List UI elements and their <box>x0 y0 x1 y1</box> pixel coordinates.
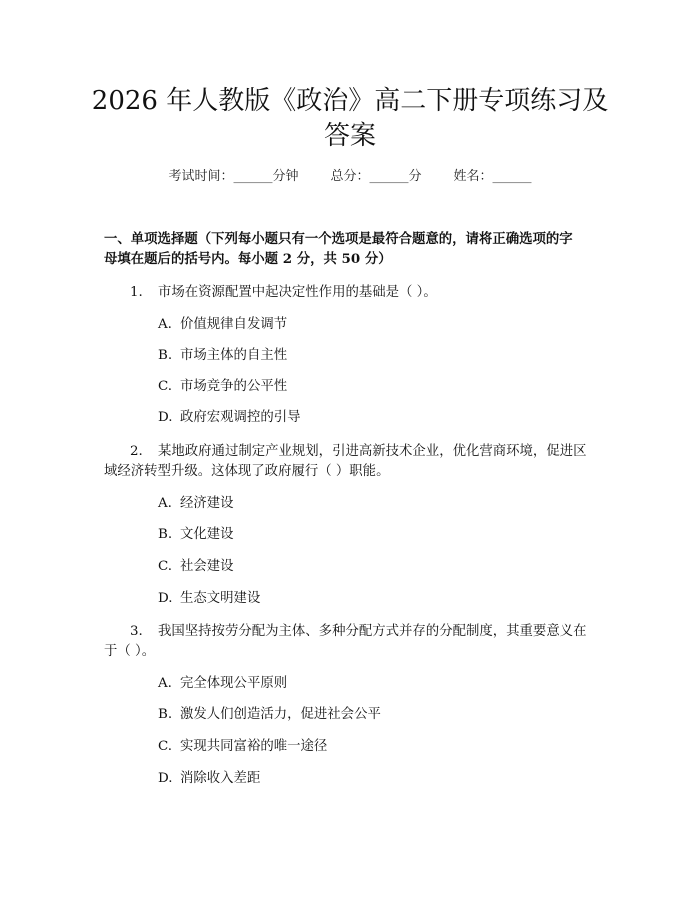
option-text: 生态文明建设 <box>180 591 261 606</box>
option-text: 市场竞争的公平性 <box>180 379 288 394</box>
exam-info-row <box>0 168 700 186</box>
option-item <box>158 377 287 397</box>
option-letter: B. <box>158 707 173 722</box>
option-item <box>158 769 260 789</box>
option-letter: C. <box>158 739 173 754</box>
option-text: 文化建设 <box>180 527 234 542</box>
option-text: 激发人们创造活力，促进社会公平 <box>180 707 381 722</box>
option-letter: D. <box>158 771 173 786</box>
question-text-line1: 某地政府通过制定产业规划，引进高新技术企业，优化营商环境，促进区 <box>158 444 587 459</box>
option-text: 市场主体的自主性 <box>180 348 288 363</box>
option-item <box>158 525 234 545</box>
option-letter: C. <box>158 559 173 574</box>
document-title-line2: 答案 <box>323 121 376 151</box>
option-letter: B. <box>158 348 173 363</box>
question-number: 3. <box>130 624 143 639</box>
option-item <box>158 705 381 725</box>
option-letter: A. <box>158 496 172 511</box>
option-text: 实现共同富裕的唯一途径 <box>180 739 328 754</box>
student-name-label: 姓名：______ <box>453 169 532 184</box>
option-item <box>158 346 287 366</box>
question-text-line1: 我国坚持按劳分配为主体、多种分配方式并存的分配制度，其重要意义在 <box>158 624 587 639</box>
option-text: 价值规律自发调节 <box>180 317 288 332</box>
question-number: 1. <box>130 285 143 300</box>
document-title-line1: 2026 年人教版《政治》高二下册专项练习及 <box>91 86 609 116</box>
section-heading-line2: 母填在题后的括号内。每小题 2 分，共 50 分） <box>104 251 392 267</box>
exam-time-label: 考试时间：______分钟 <box>168 169 299 184</box>
option-text: 消除收入差距 <box>180 771 261 786</box>
option-text: 社会建设 <box>180 559 234 574</box>
option-letter: A. <box>158 317 172 332</box>
option-letter: A. <box>158 676 172 691</box>
option-letter: D. <box>158 591 173 606</box>
question-text-line2: 域经济转型升级。这体现了政府履行（ ）职能。 <box>104 464 390 479</box>
option-letter: D. <box>158 410 173 425</box>
question-text: 市场在资源配置中起决定性作用的基础是（ ）。 <box>158 285 437 300</box>
option-letter: C. <box>158 379 173 394</box>
option-text: 政府宏观调控的引导 <box>180 410 301 425</box>
option-item <box>158 557 234 577</box>
question-number: 2. <box>130 444 143 459</box>
option-text: 完全体现公平原则 <box>180 676 288 691</box>
option-item <box>158 674 287 694</box>
option-letter: B. <box>158 527 173 542</box>
option-item <box>158 494 234 514</box>
option-item <box>158 408 301 428</box>
option-text: 经济建设 <box>180 496 234 511</box>
question-text-line2: 于（ ）。 <box>104 644 156 659</box>
total-score-label: 总分：______分 <box>330 169 422 184</box>
option-item <box>158 737 327 757</box>
section-heading-line1: 一、单项选择题（下列每小题只有一个选项是最符合题意的，请将正确选项的字 <box>104 231 573 247</box>
option-item <box>158 589 260 609</box>
option-item <box>158 315 287 335</box>
